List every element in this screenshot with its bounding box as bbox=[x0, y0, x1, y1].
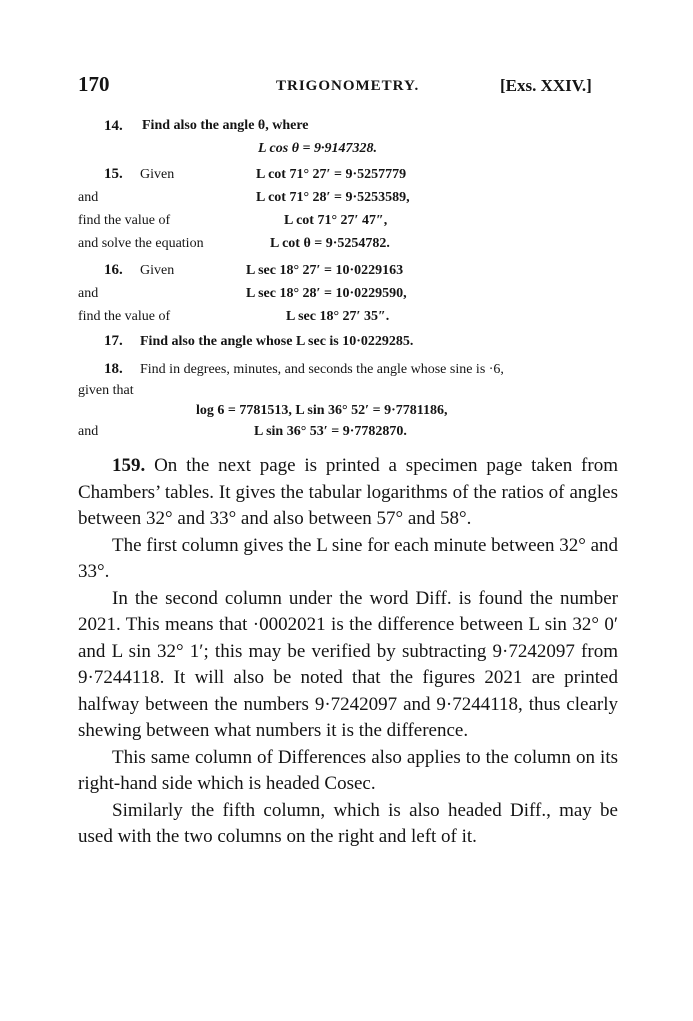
exercise-text: Find also the angle whose L sec is 10·0229285. bbox=[140, 334, 414, 349]
exercise-text: Find in degrees, minutes, and seconds the angle whose sine is ·6, bbox=[140, 362, 504, 377]
exercise-number: 17. bbox=[104, 333, 123, 349]
exercise-number: 15. bbox=[104, 166, 123, 182]
paragraph: This same column of Differences also applies to the column on its right-hand side which is headed Cosec. bbox=[78, 746, 618, 794]
given-formula: L sec 18° 27′ = 10·0229163 bbox=[246, 263, 404, 278]
and-label: and bbox=[78, 424, 99, 439]
given-label: Given bbox=[140, 167, 175, 182]
section-159 bbox=[78, 453, 618, 851]
find-formula: L sec 18° 27′ 35″. bbox=[286, 309, 390, 324]
paragraph: In the second column under the word Diff. is found the number 2021. This means that ·0002021 is the difference between L sin 32° 0′ and L sin 32° 1′; this may be verified by subtracting 9·7242097 from 9·7244118. It will also be noted that the figures 2021 are printed halfway between the numbers 9·7242097 and 9·7244118, thus clearly shewing between what numbers it is the difference. bbox=[78, 587, 618, 741]
and-label: and bbox=[78, 190, 99, 205]
find-formula: L cot 71° 27′ 47″, bbox=[284, 213, 388, 228]
paragraph: The first column gives the L sine for each minute between 32° and 33°. bbox=[78, 534, 619, 582]
given-formula: L cot 71° 27′ = 9·5257779 bbox=[256, 167, 407, 182]
exercise-reference: [Exs. XXIV.] bbox=[500, 76, 592, 95]
find-label: find the value of bbox=[78, 213, 171, 228]
formula-line-2: L sin 36° 53′ = 9·7782870. bbox=[254, 424, 407, 439]
find-label: find the value of bbox=[78, 309, 171, 324]
and-formula: L sec 18° 28′ = 10·0229590, bbox=[246, 286, 407, 301]
paragraph-text: On the next page is printed a specimen page taken from Chambers’ tables. It gives the tabular logarithms of the ratios of angles between 32° and 33° and also between 57° and 58°. bbox=[78, 455, 618, 529]
section-number: 159. bbox=[112, 455, 146, 476]
running-title: TRIGONOMETRY. bbox=[276, 78, 420, 94]
exercise-number: 14. bbox=[104, 118, 123, 134]
exercise-number: 18. bbox=[104, 361, 123, 377]
paragraph bbox=[78, 453, 618, 533]
formula-line-1: log 6 = 7781513, L sin 36° 52′ = 9·7781186, bbox=[196, 403, 448, 418]
given-that-label: given that bbox=[78, 383, 134, 398]
solve-formula: L cot θ = 9·5254782. bbox=[270, 236, 390, 251]
page-number: 170 bbox=[78, 72, 110, 96]
solve-label: and solve the equation bbox=[78, 236, 204, 251]
exercise-text: Find also the angle θ, where bbox=[142, 118, 309, 133]
exercise-formula: L cos θ = 9·9147328. bbox=[258, 141, 377, 156]
paragraph: Similarly the fifth column, which is also headed Diff., may be used with the two columns on the right and left of it. bbox=[78, 799, 618, 847]
and-label: and bbox=[78, 286, 99, 301]
and-formula: L cot 71° 28′ = 9·5253589, bbox=[256, 190, 410, 205]
exercise-number: 16. bbox=[104, 262, 123, 278]
given-label: Given bbox=[140, 263, 175, 278]
